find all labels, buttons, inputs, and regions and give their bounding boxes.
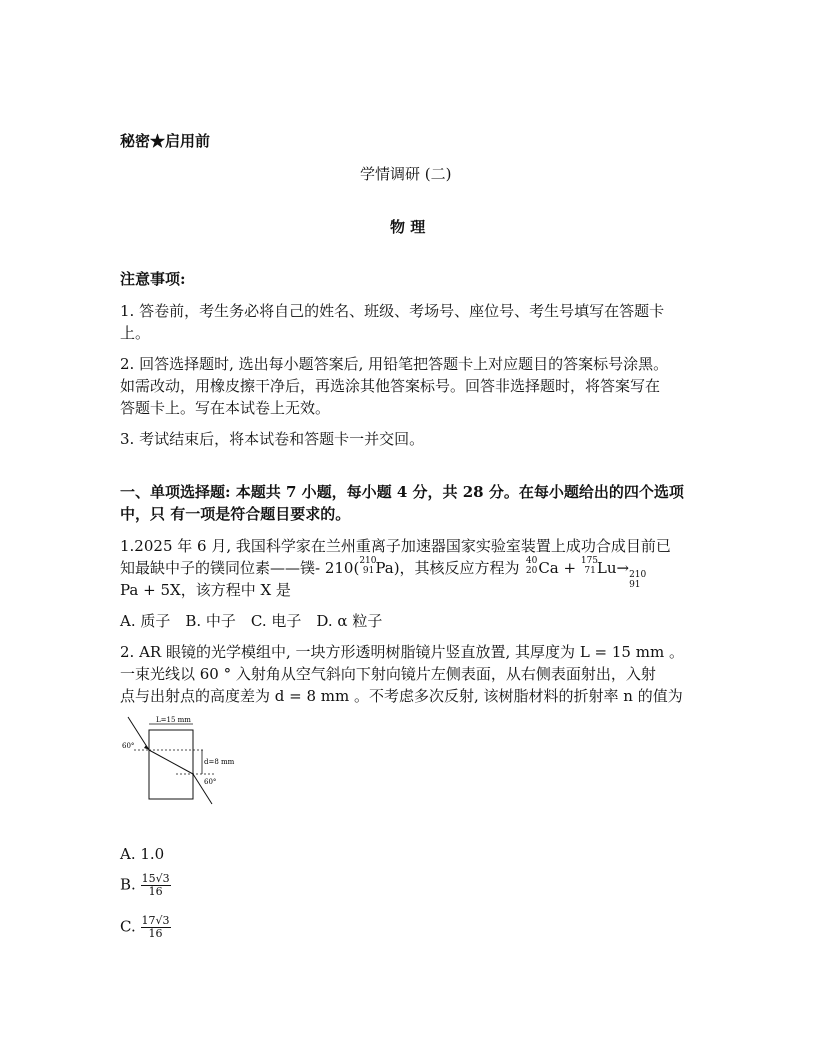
pa-isotope — [359, 556, 394, 577]
refracted-ray — [149, 750, 193, 774]
pa-mass: 210 — [359, 556, 377, 566]
q2-option-c-fraction — [141, 915, 171, 940]
q2-line-2: 一束光线以 60 ° 入射角从空气斜向下射向镜片左侧表面，从右侧表面射出，入射 — [120, 665, 656, 683]
q2-option-c-num: 17√3 — [141, 914, 170, 927]
pa-symbol: Pa — [375, 559, 394, 577]
q2-option-b — [120, 873, 171, 898]
q1-line-2-mid: )，其核反应方程为 — [393, 559, 525, 577]
angle-right-label: 60° — [204, 778, 217, 786]
note-2-line-3: 答题卡上。写在本试卷上无效。 — [120, 399, 331, 417]
plus-sign: + — [558, 559, 581, 577]
arrow: → — [616, 559, 630, 577]
lens-diagram — [116, 712, 246, 807]
notes-heading: 注意事项: — [120, 270, 186, 288]
q2-option-a: A. 1.0 — [120, 845, 165, 863]
section-heading-line-1: 一、单项选择题: 本题共 7 小题，每小题 4 分，共 28 分。在每小题给出的四个选项 — [120, 483, 684, 501]
q2-option-c-prefix: C. — [120, 917, 136, 936]
q1-line-1: 1.2025 年 6 月, 我国科学家在兰州重离子加速器国家实验室装置上成功合成目前已 — [120, 537, 671, 555]
q2-option-c-den: 16 — [148, 927, 163, 940]
exam-title: 学情调研 (二) — [360, 165, 452, 183]
q2-option-b-prefix: B. — [120, 875, 136, 894]
ca-symbol: Ca — [538, 559, 559, 577]
secret-label: 秘密★启用前 — [120, 132, 211, 150]
q2-line-3: 点与出射点的高度差为 d = 8 mm 。不考虑多次反射, 该树脂材料的折射率 n 的值为 — [120, 687, 683, 705]
q2-option-b-den: 16 — [148, 885, 163, 898]
subject-title: 物 理 — [390, 218, 426, 236]
q1-options: A. 质子 B. 中子 C. 电子 D. α 粒子 — [120, 612, 383, 630]
ca-z: 20 — [525, 566, 538, 576]
note-1-line-1: 1. 答卷前，考生务必将自己的姓名、班级、考场号、座位号、考生号填写在答题卡 — [120, 302, 665, 320]
q2-option-b-fraction — [141, 873, 171, 898]
lu-isotope — [580, 556, 617, 577]
angle-left-label: 60° — [122, 742, 135, 750]
lu-symbol: Lu — [596, 559, 617, 577]
lens-rect — [149, 730, 193, 799]
q1-line-3: Pa + 5X，该方程中 X 是 — [120, 581, 291, 599]
ca-isotope — [525, 556, 559, 577]
q2-option-b-num: 15√3 — [141, 872, 170, 885]
note-3: 3. 考试结束后，将本试卷和答题卡一并交回。 — [120, 430, 425, 448]
pa-z-product: 91 — [629, 580, 641, 590]
lu-z: 71 — [584, 566, 596, 576]
q1-line-2-prefix: 知最缺中子的镤同位素——镤- 210( — [120, 559, 360, 577]
q2-line-1: 2. AR 眼镜的光学模组中, 一块方形透明树脂镜片竖直放置, 其厚度为 L = 15 mm 。 — [120, 643, 684, 661]
d-label: d=8 mm — [204, 758, 235, 766]
q2-option-c — [120, 915, 171, 940]
L-label: L=15 mm — [156, 716, 191, 724]
pa-mass-product: 210 — [629, 570, 647, 580]
lu-mass: 175 — [580, 556, 599, 566]
note-1-line-2: 上。 — [120, 324, 151, 342]
note-2-line-1: 2. 回答选择题时, 选出每小题答案后, 用铅笔把答题卡上对应题目的答案标号涂黑。 — [120, 355, 669, 373]
ca-mass: 40 — [525, 556, 538, 566]
section-heading-line-2: 中，只 有一项是符合题目要求的。 — [120, 505, 351, 523]
pa-z: 91 — [362, 566, 375, 576]
note-2-line-2: 如需改动，用橡皮擦干净后，再选涂其他答案标号。回答非选择题时，将答案写在 — [120, 377, 661, 395]
